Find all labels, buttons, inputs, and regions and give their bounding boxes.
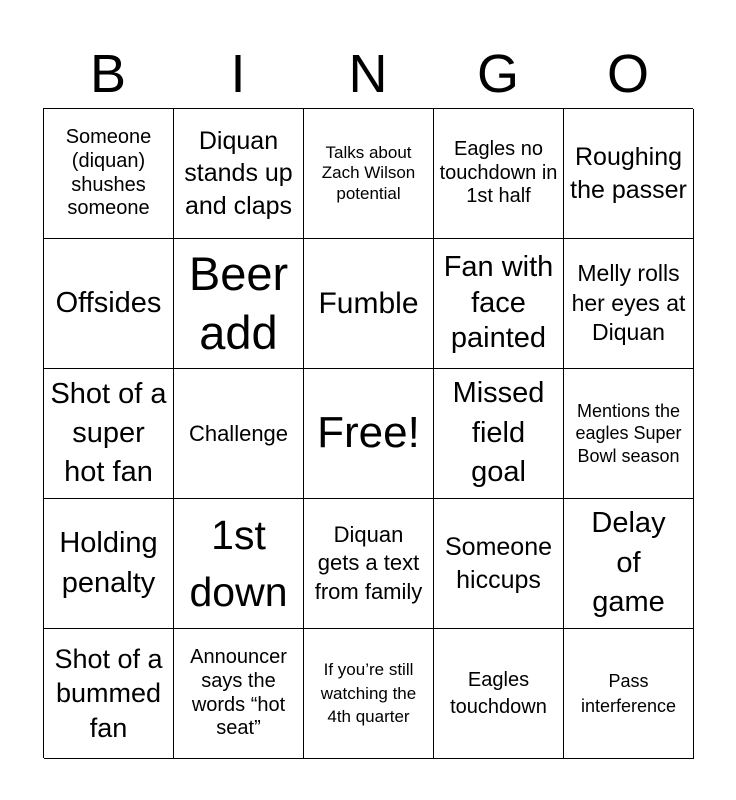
header-letter-i: I — [230, 44, 246, 104]
bingo-cell-r5c4[interactable] — [434, 629, 564, 759]
cell-text: Shot of a super hot fan — [50, 377, 167, 489]
cell-text: Holding penalty — [59, 527, 158, 599]
cell-text: Someone hiccups — [444, 533, 553, 594]
cell-text: 1st down — [189, 511, 288, 615]
cell-text: Offsides — [55, 286, 162, 319]
bingo-cell-r4c5[interactable] — [564, 499, 694, 629]
bingo-header — [43, 40, 693, 108]
bingo-cell-r1c5[interactable] — [564, 109, 694, 239]
bingo-cell-r2c3[interactable] — [304, 239, 434, 369]
cell-text: Roughing the passer — [570, 143, 687, 204]
cell-text: Fan with face painted — [443, 251, 554, 355]
bingo-cell-r3c1[interactable] — [44, 369, 174, 499]
bingo-cell-r2c5[interactable] — [564, 239, 694, 369]
cell-text: Announcer says the words “hot seat” — [190, 646, 287, 740]
bingo-cell-r5c3[interactable] — [304, 629, 434, 759]
cell-text: Eagles touchdown — [450, 668, 547, 718]
cell-text: Mentions the eagles Super Bowl season — [575, 400, 682, 466]
header-letter-o: O — [606, 44, 649, 104]
header-letter-b: B — [89, 44, 127, 104]
cell-text: Diquan stands up and claps — [184, 126, 293, 220]
cell-text: Missed field goal — [452, 377, 545, 489]
cell-text: Beer add — [188, 246, 289, 359]
bingo-cell-r3c4[interactable] — [434, 369, 564, 499]
bingo-cell-r5c2[interactable] — [174, 629, 304, 759]
cell-text: If you’re still watching the 4th quarter — [320, 660, 417, 727]
header-letter-n: N — [348, 44, 388, 104]
bingo-cell-r4c2[interactable] — [174, 499, 304, 629]
cell-text: Someone (diquan) shushes someone — [65, 126, 152, 220]
bingo-cell-r3c3[interactable] — [304, 369, 434, 499]
bingo-cell-r5c5[interactable] — [564, 629, 694, 759]
bingo-cell-r5c1[interactable] — [44, 629, 174, 759]
cell-text: Eagles no touchdown in 1st half — [439, 138, 558, 208]
bingo-cell-r1c2[interactable] — [174, 109, 304, 239]
cell-text: Fumble — [318, 286, 419, 320]
bingo-cell-r1c4[interactable] — [434, 109, 564, 239]
bingo-cell-r1c3[interactable] — [304, 109, 434, 239]
cell-text: Diquan gets a text from family — [314, 522, 423, 604]
bingo-cell-r4c4[interactable] — [434, 499, 564, 629]
bingo-cell-r4c3[interactable] — [304, 499, 434, 629]
cell-text: Shot of a bummed fan — [54, 643, 163, 743]
cell-text: Talks about Zach Wilson potential — [321, 142, 416, 203]
bingo-cell-r2c1[interactable] — [44, 239, 174, 369]
cell-text: Melly rolls her eyes at Diquan — [571, 260, 686, 346]
bingo-cell-r4c1[interactable] — [44, 499, 174, 629]
cell-text: Free! — [317, 408, 420, 458]
bingo-board — [43, 108, 693, 758]
header-letter-g: G — [476, 44, 519, 104]
bingo-cell-r2c2[interactable] — [174, 239, 304, 369]
bingo-cell-r1c1[interactable] — [44, 109, 174, 239]
bingo-cell-r3c2[interactable] — [174, 369, 304, 499]
bingo-cell-r2c4[interactable] — [434, 239, 564, 369]
cell-text: Pass interference — [580, 670, 677, 716]
bingo-cell-r3c5[interactable] — [564, 369, 694, 499]
cell-text: Challenge — [188, 420, 289, 446]
cell-text: Delay of game — [591, 507, 666, 619]
